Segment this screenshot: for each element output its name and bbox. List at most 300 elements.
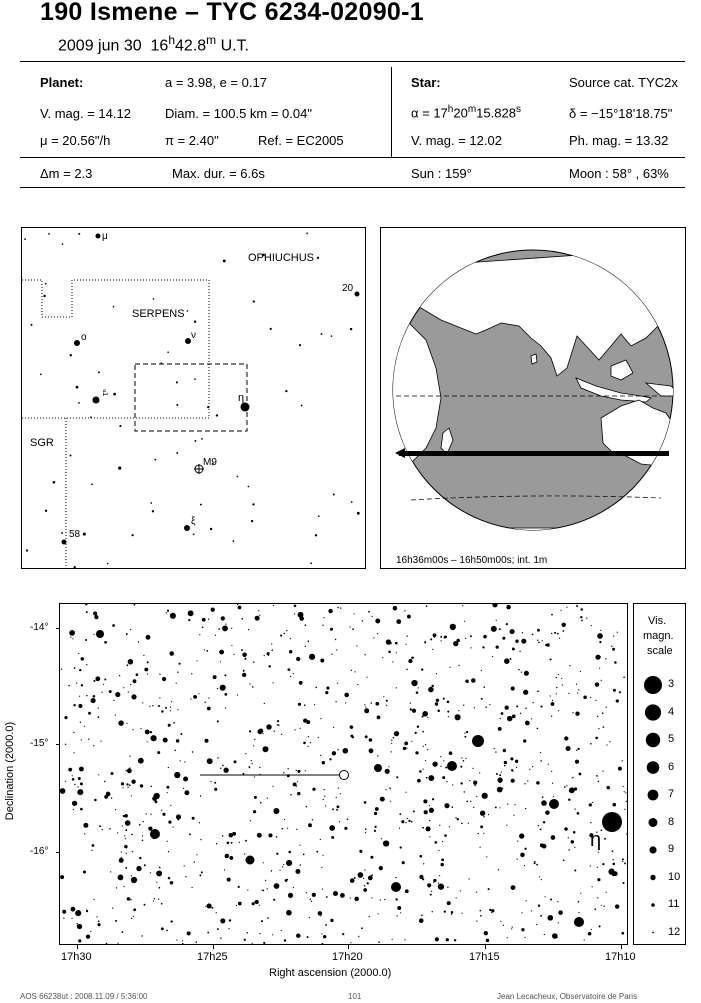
field-star	[511, 885, 516, 890]
field-star	[321, 867, 322, 868]
field-star	[316, 851, 318, 853]
field-star	[432, 798, 434, 800]
field-star	[306, 233, 308, 235]
field-star	[127, 768, 132, 773]
bright-star	[391, 882, 401, 892]
field-star	[624, 791, 625, 792]
field-star	[323, 935, 326, 938]
field-star	[590, 822, 591, 823]
field-star	[338, 787, 339, 788]
field-star	[312, 819, 313, 820]
field-star	[227, 841, 230, 844]
field-star	[146, 635, 151, 640]
field-star	[347, 818, 349, 820]
field-star	[268, 655, 269, 656]
field-star	[340, 893, 345, 898]
field-star	[215, 635, 216, 636]
field-star	[540, 752, 541, 753]
field-star	[512, 715, 516, 719]
ytick	[56, 744, 60, 745]
field-star	[532, 766, 533, 767]
field-star	[526, 900, 527, 901]
field-star	[146, 741, 147, 742]
xtick-label: 17h15	[469, 951, 500, 963]
field-star	[568, 837, 569, 838]
field-star	[217, 720, 219, 722]
field-star	[199, 634, 200, 635]
field-star	[392, 661, 393, 662]
field-star	[170, 710, 171, 711]
field-star	[612, 648, 615, 651]
field-star	[216, 414, 218, 416]
moon-elongation: Moon : 58° , 63%	[569, 166, 669, 181]
label-serpens: SERPENS	[132, 308, 185, 320]
field-star	[310, 742, 311, 743]
xtick	[485, 945, 486, 949]
field-star	[606, 786, 609, 789]
field-star	[259, 905, 260, 906]
field-star	[136, 866, 141, 871]
field-star	[297, 792, 300, 795]
field-star	[552, 700, 553, 701]
field-star	[494, 748, 495, 749]
field-star	[478, 833, 479, 834]
field-star	[540, 706, 542, 708]
event-hour: 16	[150, 37, 169, 55]
field-star	[474, 707, 475, 708]
field-star	[436, 699, 439, 702]
field-star	[433, 881, 434, 882]
detail-field-frame	[135, 364, 247, 431]
field-star	[617, 632, 618, 633]
field-star	[404, 610, 405, 611]
field-star	[194, 378, 196, 380]
star-phmag: Ph. mag. = 13.32	[569, 133, 669, 148]
field-star	[244, 853, 245, 854]
field-star	[183, 776, 188, 781]
field-star	[391, 740, 392, 741]
field-star	[510, 757, 513, 760]
field-star	[267, 797, 268, 798]
field-star	[308, 746, 309, 747]
field-star	[578, 901, 580, 903]
field-star	[447, 901, 451, 905]
field-star	[150, 872, 151, 873]
field-star	[248, 486, 250, 488]
field-star	[286, 860, 292, 866]
field-star	[393, 737, 395, 739]
field-star	[374, 826, 376, 828]
field-star	[293, 782, 297, 786]
field-star	[479, 847, 480, 848]
field-star	[511, 928, 512, 929]
field-star	[466, 801, 468, 803]
field-star	[622, 882, 624, 884]
field-star	[369, 916, 370, 917]
field-star	[537, 640, 538, 641]
field-star	[177, 672, 178, 673]
star-58	[62, 540, 67, 545]
field-star	[399, 828, 400, 829]
field-star	[281, 734, 282, 735]
field-star	[64, 716, 67, 719]
finder-chart	[21, 227, 366, 569]
field-star	[304, 704, 306, 706]
field-star	[529, 769, 530, 770]
field-star	[211, 907, 213, 909]
field-star	[489, 909, 491, 911]
field-star	[199, 822, 200, 823]
field-star	[363, 878, 364, 879]
field-star	[91, 698, 96, 703]
field-star	[500, 921, 501, 922]
field-star	[457, 818, 459, 820]
field-star	[483, 635, 487, 639]
field-star	[443, 698, 445, 700]
field-star	[440, 766, 441, 767]
field-star	[396, 652, 397, 653]
field-star	[24, 238, 26, 240]
field-star	[251, 760, 252, 761]
field-star	[200, 504, 202, 506]
field-star	[132, 851, 133, 852]
field-star	[613, 863, 616, 866]
label-nu: ν	[191, 330, 196, 341]
field-star	[515, 760, 518, 763]
field-star	[364, 885, 366, 887]
field-star	[364, 704, 365, 705]
bright-star	[150, 829, 160, 839]
field-star	[76, 923, 77, 924]
bright-star	[574, 917, 584, 927]
field-star	[412, 709, 416, 713]
field-star	[503, 925, 504, 926]
field-star	[513, 815, 514, 816]
field-star	[245, 840, 247, 842]
field-star	[445, 767, 447, 769]
field-star	[378, 913, 379, 914]
field-star	[372, 616, 373, 617]
field-star	[222, 835, 224, 837]
magnitude-dot	[649, 846, 656, 853]
field-star	[505, 705, 509, 709]
field-star	[403, 747, 406, 750]
field-star	[391, 751, 392, 752]
field-star	[330, 628, 333, 631]
field-star	[466, 731, 468, 733]
field-star	[220, 767, 222, 769]
field-star	[68, 768, 72, 772]
field-star	[386, 700, 388, 702]
field-star	[184, 865, 185, 866]
field-star	[465, 638, 466, 639]
field-star	[479, 772, 480, 773]
field-star	[432, 649, 433, 650]
field-star	[419, 855, 422, 858]
field-star	[115, 692, 120, 697]
field-star	[552, 933, 558, 939]
event-minute: 42.8	[175, 37, 207, 55]
field-star	[405, 792, 406, 793]
field-star	[524, 671, 529, 676]
field-star	[91, 483, 93, 485]
field-star	[79, 669, 81, 671]
field-star	[225, 707, 226, 708]
field-star	[88, 712, 91, 715]
field-star	[231, 842, 233, 844]
field-star	[229, 856, 233, 860]
field-star	[277, 720, 279, 722]
ytick-label: -14°	[30, 622, 49, 633]
field-star	[377, 755, 378, 756]
field-star	[571, 840, 574, 843]
field-star	[325, 924, 327, 926]
field-star	[438, 850, 439, 851]
table-bottom-rule	[20, 187, 685, 188]
field-star	[462, 605, 463, 606]
field-star	[364, 869, 365, 870]
field-star	[559, 638, 560, 639]
field-star	[86, 910, 88, 912]
field-star	[326, 687, 329, 690]
field-star	[233, 540, 235, 542]
constellation-boundaries	[22, 280, 209, 568]
field-star	[249, 730, 251, 732]
field-star	[94, 634, 95, 635]
field-star	[305, 770, 306, 771]
field-star	[546, 643, 549, 646]
field-star	[447, 711, 449, 713]
field-star	[211, 608, 215, 612]
field-star	[288, 768, 289, 769]
field-star	[464, 736, 466, 738]
magnitude-dot	[644, 676, 662, 694]
field-star	[599, 656, 600, 657]
detail-bright-stars	[96, 630, 622, 927]
field-star	[619, 691, 621, 693]
field-star	[468, 878, 469, 879]
field-star	[521, 912, 522, 913]
field-star	[88, 739, 89, 740]
delta-magnitude: Δm = 2.3	[40, 166, 93, 181]
field-star	[285, 390, 287, 392]
magnitude-label: 8	[668, 815, 675, 828]
field-star	[156, 882, 157, 883]
field-star	[288, 851, 291, 854]
field-star	[149, 706, 150, 707]
field-star	[255, 616, 260, 621]
field-star	[411, 821, 413, 823]
field-star	[540, 843, 544, 847]
field-star	[368, 611, 370, 613]
field-star	[443, 760, 444, 761]
field-star	[618, 767, 622, 771]
field-star	[76, 386, 79, 389]
field-star	[160, 362, 162, 364]
magnitude-label: 10	[668, 870, 681, 883]
star-source-catalog: Source cat. TYC2x	[569, 75, 678, 90]
field-star	[127, 897, 131, 901]
field-star	[441, 640, 442, 641]
field-star	[101, 692, 102, 693]
ra-seconds: 15.828	[476, 105, 516, 121]
field-star	[169, 651, 173, 655]
shadow-path-band	[399, 451, 669, 456]
field-star	[199, 874, 201, 876]
field-star	[145, 729, 150, 734]
field-star	[283, 772, 284, 773]
field-star	[496, 773, 498, 775]
field-star	[261, 889, 262, 890]
field-star	[534, 861, 535, 862]
field-star	[542, 640, 543, 641]
field-star	[45, 510, 47, 512]
field-star	[264, 703, 265, 704]
field-star	[465, 679, 469, 683]
field-star	[91, 850, 92, 851]
field-star	[261, 920, 263, 922]
field-star	[358, 936, 359, 937]
field-star	[142, 840, 144, 842]
field-star	[511, 686, 515, 690]
field-star	[380, 797, 385, 802]
field-star	[176, 452, 178, 454]
field-star	[594, 908, 596, 910]
field-star	[263, 942, 265, 944]
magnitude-dot	[651, 903, 655, 907]
field-star	[153, 298, 155, 300]
field-star	[612, 850, 614, 852]
field-star	[83, 823, 88, 828]
field-star	[415, 732, 417, 734]
field-star	[322, 889, 323, 890]
field-star	[425, 760, 426, 761]
detail-eta-label: η	[590, 829, 602, 851]
field-star	[294, 729, 295, 730]
field-star	[396, 619, 401, 624]
field-star	[170, 920, 172, 922]
field-star	[525, 721, 530, 726]
field-star	[125, 770, 126, 771]
field-star	[491, 912, 492, 913]
field-star	[78, 653, 79, 654]
field-star	[294, 613, 295, 614]
field-star	[130, 899, 131, 900]
field-star	[406, 669, 408, 671]
field-star	[207, 406, 209, 408]
field-star	[374, 812, 377, 815]
xtick	[348, 945, 349, 949]
field-star	[70, 907, 75, 912]
field-star	[124, 886, 125, 887]
field-star	[84, 726, 85, 727]
field-star	[204, 701, 205, 702]
field-star	[273, 682, 274, 683]
field-star	[196, 941, 197, 942]
field-star	[323, 799, 324, 800]
field-star	[288, 668, 291, 671]
field-star	[339, 821, 340, 822]
field-star	[562, 684, 563, 685]
field-star	[541, 879, 542, 880]
field-star	[234, 760, 237, 763]
field-star	[77, 924, 82, 929]
field-star	[345, 702, 346, 703]
field-star	[252, 943, 253, 944]
field-star	[263, 862, 264, 863]
field-star	[297, 770, 300, 773]
field-star	[602, 863, 604, 865]
field-star	[43, 295, 45, 297]
field-star	[450, 624, 456, 630]
field-star	[558, 922, 559, 923]
field-star	[481, 698, 483, 700]
field-star	[276, 836, 278, 838]
field-star	[98, 371, 100, 373]
field-star	[558, 910, 563, 915]
field-star	[320, 755, 321, 756]
field-star	[314, 704, 315, 705]
field-star	[430, 894, 432, 896]
field-star	[244, 939, 246, 941]
field-star	[167, 351, 169, 353]
field-star	[449, 826, 450, 827]
field-star	[428, 775, 434, 781]
field-star	[335, 639, 336, 640]
field-star	[397, 915, 398, 916]
event-date: 2009 jun 30	[58, 37, 142, 55]
field-star	[357, 684, 358, 685]
magnitude-label: 7	[668, 788, 675, 800]
field-star	[421, 668, 423, 670]
field-star	[461, 757, 462, 758]
field-star	[422, 827, 424, 829]
field-star	[463, 760, 465, 762]
field-star	[564, 827, 568, 831]
field-star	[125, 867, 127, 869]
field-star	[525, 808, 526, 809]
field-star	[161, 710, 163, 712]
field-star	[473, 768, 474, 769]
field-star	[308, 736, 309, 737]
field-star	[574, 787, 577, 790]
field-star	[117, 943, 118, 944]
field-star	[516, 705, 518, 707]
field-star	[474, 785, 475, 786]
field-star	[86, 611, 88, 613]
field-star	[574, 847, 575, 848]
field-star	[451, 913, 452, 914]
field-star	[207, 932, 209, 934]
field-star	[622, 760, 623, 761]
field-star	[431, 685, 434, 688]
field-star	[127, 787, 128, 788]
field-star	[482, 793, 488, 799]
field-star	[196, 854, 197, 855]
field-star	[550, 695, 551, 696]
field-star	[153, 900, 154, 901]
field-star	[336, 809, 338, 811]
field-star	[470, 635, 472, 637]
field-star	[499, 807, 500, 808]
field-star	[413, 811, 415, 813]
field-star	[253, 810, 256, 813]
field-star	[521, 671, 522, 672]
field-star	[125, 820, 131, 826]
page-title: 190 Ismene – TYC 6234-02090-1	[40, 0, 424, 26]
field-star	[296, 829, 297, 830]
field-star	[410, 708, 411, 709]
